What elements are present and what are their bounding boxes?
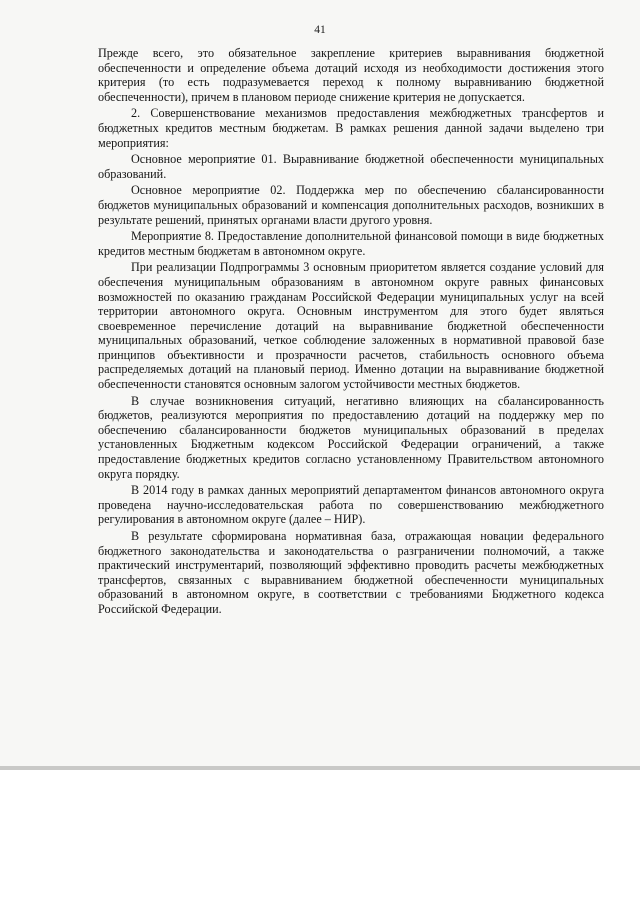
paragraph-measure-02: Основное мероприятие 02. Поддержка мер по обеспечению сбалансированности бюджетов муниципальных образований и компенсация дополнительных расходов, возникших в результате решений, принятых органами власти другого уровня. (98, 183, 604, 227)
paragraph-measure-8: Мероприятие 8. Предоставление дополнительной финансовой помощи в виде бюджетных кредитов местным бюджетам в автономном округе. (98, 229, 604, 258)
document-body (98, 46, 604, 619)
paragraph-measure-01: Основное мероприятие 01. Выравнивание бюджетной обеспеченности муниципальных образований. (98, 152, 604, 181)
sheet-bottom-edge (0, 766, 640, 770)
paragraph-task-2: 2. Совершенствование механизмов предоставления межбюджетных трансфертов и бюджетных кредитов местным бюджетам. В рамках решения данной задачи выделено три мероприятия: (98, 106, 604, 150)
paragraph-criteria-intro: Прежде всего, это обязательное закрепление критериев выравнивания бюджетной обеспеченности и определение объема дотаций исходя из необходимости достижения этого критерия (то есть подразумевается переход к полному выравниванию бюджетной обеспеченности), причем в плановом периоде снижение критерия не допускается. (98, 46, 604, 104)
paragraph-negative-situations: В случае возникновения ситуаций, негативно влияющих на сбалансированность бюджетов, реализуются мероприятия по предоставлению дотаций на поддержку мер по обеспечению сбалансированности бюджетов муниципальных образований в пределах установленных Бюджетным кодексом Российской Федерации ограничений, а также предоставление бюджетных кредитов согласно установленному Правительством автономного округа порядку. (98, 393, 604, 481)
paragraph-subprogram-3-priority: При реализации Подпрограммы 3 основным приоритетом является создание условий для обеспечения муниципальным образованиям в автономном округе равных финансовых возможностей по оказанию гражданам Российской Федерации муниципальных услуг на всей территории автономного округа. Основным инструментом для этого будет являться своевременное перечисление дотаций на выравнивание бюджетной обеспеченности муниципальных образований, четкое соблюдение заложенных в нормативной правовой базе принципов объективности и прозрачности расчетов, стабильность основного объема распределяемых дотаций на плановый период. Именно дотации на выравнивание бюджетной обеспеченности становятся основным залогом устойчивости местных бюджетов. (98, 260, 604, 392)
paragraph-results: В результате сформирована нормативная база, отражающая новации федерального бюджетного законодательства и законодательства о разграничении полномочий, а также практический инструментарий, позволяющий эффективно проводить расчеты межбюджетных трансфертов, связанных с выравниванием бюджетной обеспеченности муниципальных образований в автономном округе, в соответствии с требованиями Бюджетного кодекса Российской Федерации. (98, 529, 604, 616)
paragraph-2014-research: В 2014 году в рамках данных мероприятий департаментом финансов автономного округа проведена научно-исследовательская работа по совершенствованию межбюджетного регулирования в автономном округе (далее – НИР). (98, 483, 604, 527)
page-number: 41 (314, 24, 326, 36)
